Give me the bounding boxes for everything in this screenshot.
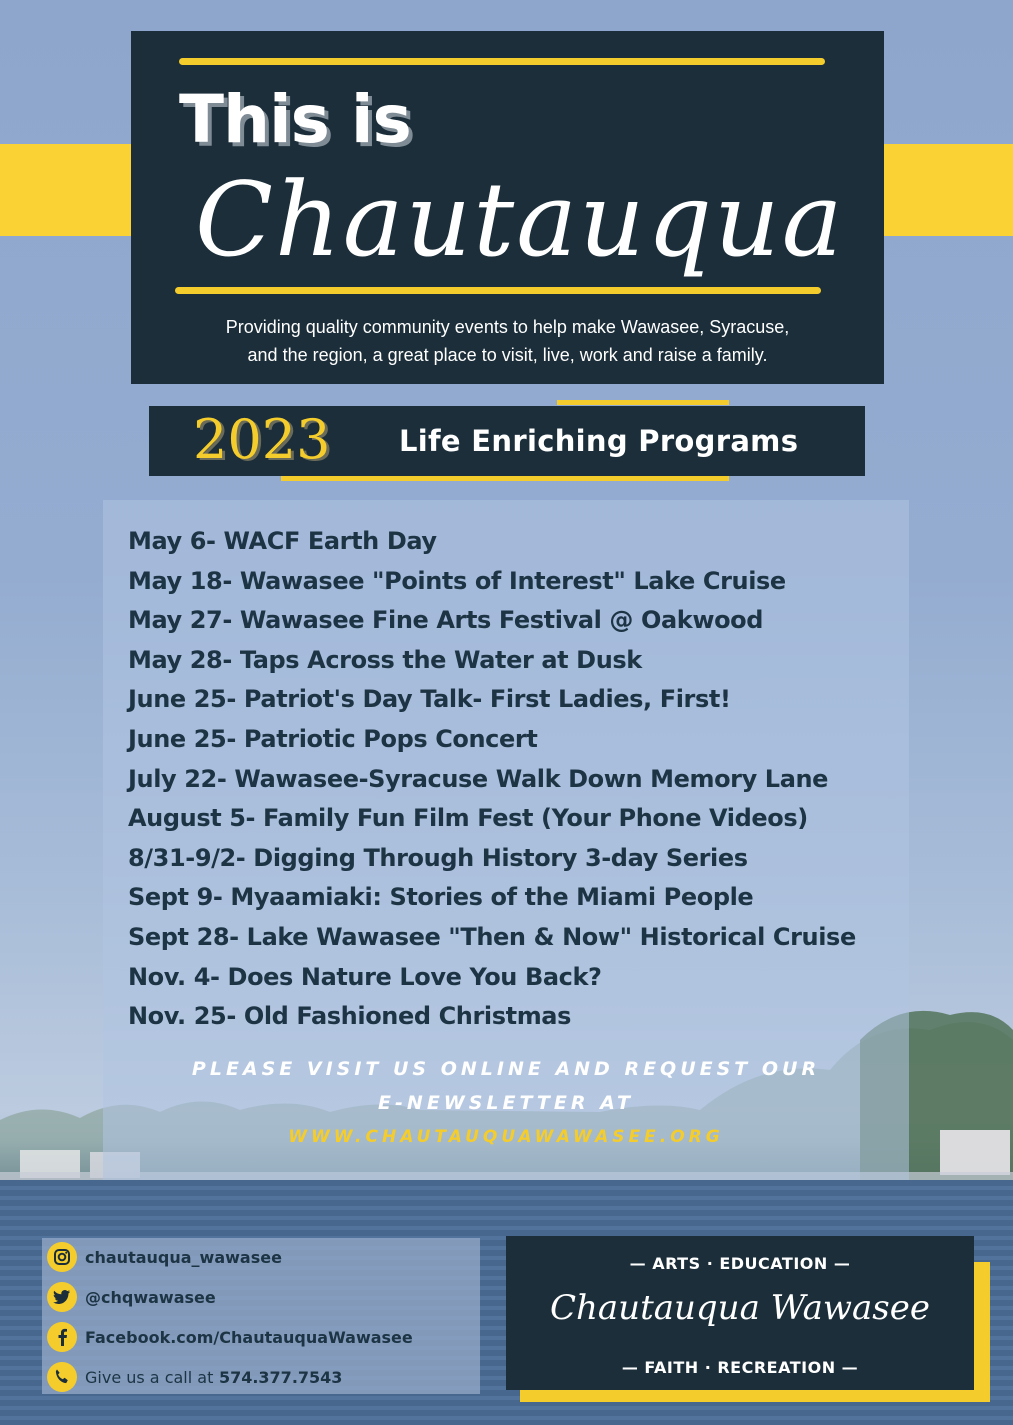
facebook-icon (47, 1322, 77, 1352)
banner-year: 2023 (193, 408, 331, 471)
facebook-url: Facebook.com/ChautauquaWawasee (85, 1327, 413, 1347)
event-item: May 28- Taps Across the Water at Dusk (128, 645, 642, 674)
brand-name: Chautauqua Wawasee (550, 1288, 930, 1328)
newsletter-call-to-action (103, 1052, 909, 1154)
twitter-icon (47, 1282, 77, 1312)
hero-title-line2: Chautauqua (195, 161, 845, 280)
event-item: July 22- Wawasee-Syracuse Walk Down Memory Lane (128, 764, 829, 793)
event-item: Nov. 25- Old Fashioned Christmas (128, 1002, 571, 1031)
event-item: Sept 9- Myaamiaki: Stories of the Miami People (128, 883, 754, 912)
phone-number: 574.377.7543 (218, 1367, 343, 1387)
hero-top-rule (179, 58, 825, 65)
twitter-row[interactable] (47, 1280, 216, 1314)
phone-icon (47, 1362, 77, 1392)
event-item: June 25- Patriot's Day Talk- First Ladies, First! (128, 685, 731, 714)
banner-accent-top (557, 400, 729, 405)
event-item: June 25- Patriotic Pops Concert (128, 724, 538, 753)
brand-top-line: — ARTS · EDUCATION — (629, 1254, 851, 1273)
cta-line2: E-NEWSLETTER AT (378, 1092, 634, 1114)
brand-bottom-line: — FAITH · RECREATION — (621, 1358, 859, 1377)
event-list (128, 522, 856, 1037)
banner-accent-bottom (281, 476, 729, 481)
banner-title: Life Enriching Programs (399, 424, 799, 458)
event-item: 8/31-9/2- Digging Through History 3-day Series (128, 843, 748, 872)
hero-tagline-line1: Providing quality community events to help make Wawasee, Syracuse, (225, 317, 790, 337)
event-item: August 5- Family Fun Film Fest (Your Phone Videos) (128, 804, 808, 833)
event-item: Nov. 4- Does Nature Love You Back? (128, 962, 602, 991)
event-item: May 6- WACF Earth Day (128, 527, 437, 555)
website-link[interactable]: WWW.CHAUTAUQUAWAWASEE.ORG (288, 1127, 724, 1147)
instagram-icon (47, 1242, 77, 1272)
contact-panel (42, 1238, 480, 1394)
twitter-handle: @chqwawasee (85, 1287, 216, 1307)
hero-box (131, 31, 884, 384)
facebook-row[interactable] (47, 1320, 413, 1354)
phone-prefix: Give us a call at (85, 1367, 214, 1387)
event-item: Sept 28- Lake Wawasee "Then & Now" Historical Cruise (128, 922, 856, 951)
brand-box (506, 1236, 974, 1390)
phone-row[interactable] (47, 1360, 342, 1394)
hero-tagline-line2: and the region, a great place to visit, live, work and raise a family. (247, 345, 768, 365)
hero-title-line1: This is (179, 81, 411, 158)
hero-bottom-rule (175, 287, 821, 294)
instagram-row[interactable] (47, 1240, 282, 1274)
hero-tagline (131, 313, 884, 369)
event-item: May 18- Wawasee "Points of Interest" Lake Cruise (128, 566, 786, 595)
yellow-band-left (0, 144, 140, 236)
events-panel (103, 500, 909, 1180)
year-banner (149, 406, 865, 476)
yellow-band-right (883, 144, 1013, 236)
event-item: May 27- Wawasee Fine Arts Festival @ Oakwood (128, 606, 764, 635)
cta-line1: PLEASE VISIT US ONLINE AND REQUEST OUR (191, 1058, 821, 1080)
phone-text (85, 1368, 342, 1387)
instagram-handle: chautauqua_wawasee (85, 1247, 282, 1267)
